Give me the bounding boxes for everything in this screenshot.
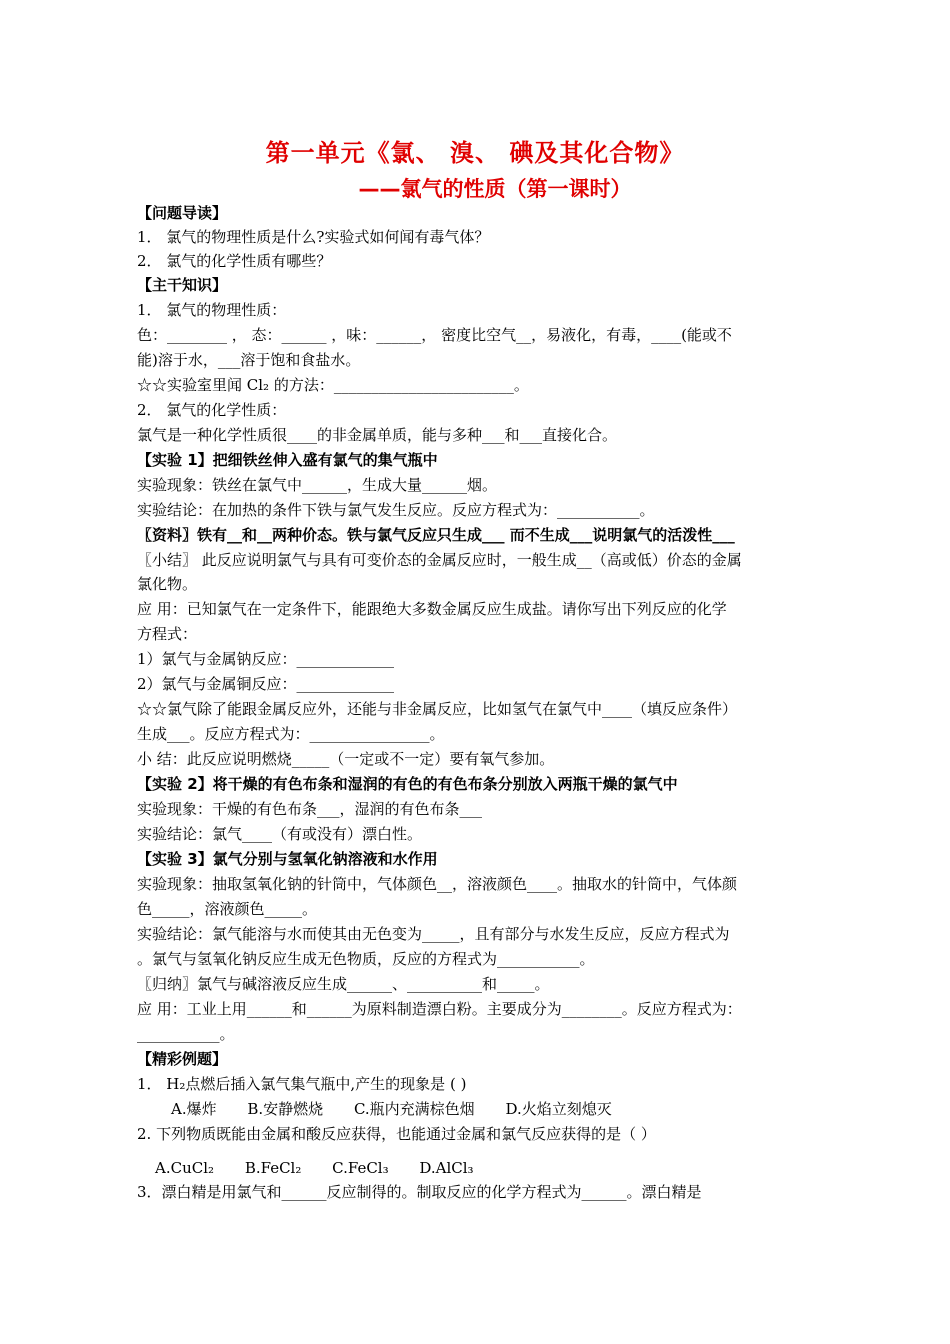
text-line: 生成___。反应方程式为：________________。 — [137, 725, 445, 743]
text-line: 〖资料〗铁有__和__两种价态。铁与氯气反应只生成___ 而不生成___说明氯气的活泼性___ — [137, 526, 735, 544]
question-2-options — [155, 1158, 845, 1178]
option-d: D.火焰立刻熄灭 — [505, 1100, 612, 1118]
text-line: 方程式： — [137, 625, 198, 643]
question-line: 2． 氯气的化学性质有哪些？ — [137, 252, 332, 270]
text-line: 能)溶于水，___溶于饱和食盐水。 — [137, 351, 361, 369]
text-line: 色_____，溶液颜色_____。 — [137, 900, 318, 918]
text-line: ☆☆氯气除了能跟金属反应外，还能与非金属反应，比如氢气在氯气中____（填反应条件） — [137, 700, 738, 718]
option-c: C.瓶内充满棕色烟 — [353, 1100, 475, 1118]
option-d: D.AlCl₃ — [419, 1159, 474, 1177]
text-line: 实验结论：在加热的条件下铁与氯气发生反应。反应方程式为：___________。 — [137, 501, 655, 519]
text-line: 实验现象：干燥的有色布条___，湿润的有色布条___ — [137, 800, 483, 818]
text-line: 2． 氯气的化学性质： — [137, 401, 287, 419]
text-line: 1）氯气与金属钠反应：_____________ — [137, 650, 395, 668]
question-3: 3．漂白精是用氯气和______反应制得的。制取反应的化学方程式为______。漂白精是 — [137, 1183, 702, 1201]
text-line: 。氯气与氢氧化钠反应生成无色物质，反应的方程式为___________。 — [137, 950, 595, 968]
question-1: 1． H₂点燃后插入氯气集气瓶中,产生的现象是 ( ) — [137, 1075, 467, 1093]
experiment-heading: 【实验 3】氯气分别与氢氧化钠溶液和水作用 — [137, 850, 438, 868]
text-line: 应 用：工业上用______和______为原料制造漂白粉。主要成分为________。反应方程式为： — [137, 1000, 742, 1018]
document-subtitle: ——氯气的性质（第一课时） — [358, 177, 632, 201]
option-c: C.FeCl₃ — [332, 1159, 389, 1177]
text-line: ☆☆实验室里闻 Cl₂ 的方法：________________________。 — [137, 376, 529, 394]
question-1-options — [171, 1099, 861, 1119]
text-line: 实验现象：抽取氢氧化钠的针筒中，气体颜色__，溶液颜色____。抽取水的针筒中，气体颜 — [137, 875, 738, 893]
text-line: 〖归纳〗氯气与碱溶液反应生成______、__________和_____。 — [137, 975, 550, 993]
experiment-heading: 【实验 2】将干燥的有色布条和湿润的有色的有色布条分别放入两瓶干燥的氯气中 — [137, 775, 678, 793]
text-line: 氯气是一种化学性质很____的非金属单质，能与多种___和___直接化合。 — [137, 426, 618, 444]
option-b: B.FeCl₂ — [244, 1159, 302, 1177]
experiment-heading: 【实验 1】把细铁丝伸入盛有氯气的集气瓶中 — [137, 451, 438, 469]
text-line: 1． 氯气的物理性质： — [137, 301, 287, 319]
section-heading-main-knowledge: 【主干知识】 — [137, 276, 228, 294]
text-line: 氯化物。 — [137, 575, 198, 593]
text-line: 〖小结〗 此反应说明氯气与具有可变价态的金属反应时，一般生成__（高或低）价态的金属 — [137, 551, 742, 569]
text-line: 应 用：已知氯气在一定条件下，能跟绝大多数金属反应生成盐。请你写出下列反应的化学 — [137, 600, 727, 618]
question-2: 2. 下列物质既能由金属和酸反应获得，也能通过金属和氯气反应获得的是（ ） — [137, 1125, 656, 1143]
document-title: 第一单元《氯、 溴、 碘及其化合物》 — [265, 139, 685, 167]
option-b: B.安静燃烧 — [247, 1100, 324, 1118]
section-heading-examples: 【精彩例题】 — [137, 1050, 228, 1068]
text-line: 实验现象：铁丝在氯气中______，生成大量______烟。 — [137, 476, 498, 494]
text-line: 实验结论：氯气能溶与水而使其由无色变为_____，且有部分与水发生反应，反应方程式为 — [137, 925, 730, 943]
text-line: 色：________ ， 态：______ ，味：______， 密度比空气__，易液化，有毒，____(能或不 — [137, 326, 732, 344]
text-line: 实验结论：氯气____（有或没有）漂白性。 — [137, 825, 423, 843]
question-line: 1． 氯气的物理性质是什么?实验式如何闻有毒气体？ — [137, 228, 490, 246]
text-line: ___________。 — [137, 1025, 235, 1043]
option-a: A.爆炸 — [171, 1100, 217, 1118]
text-line: 小 结：此反应说明燃烧_____（一定或不一定）要有氧气参加。 — [137, 750, 555, 768]
option-a: A.CuCl₂ — [155, 1159, 215, 1177]
section-heading-question-guide: 【问题导读】 — [137, 204, 228, 222]
text-line: 2）氯气与金属铜反应：_____________ — [137, 675, 395, 693]
